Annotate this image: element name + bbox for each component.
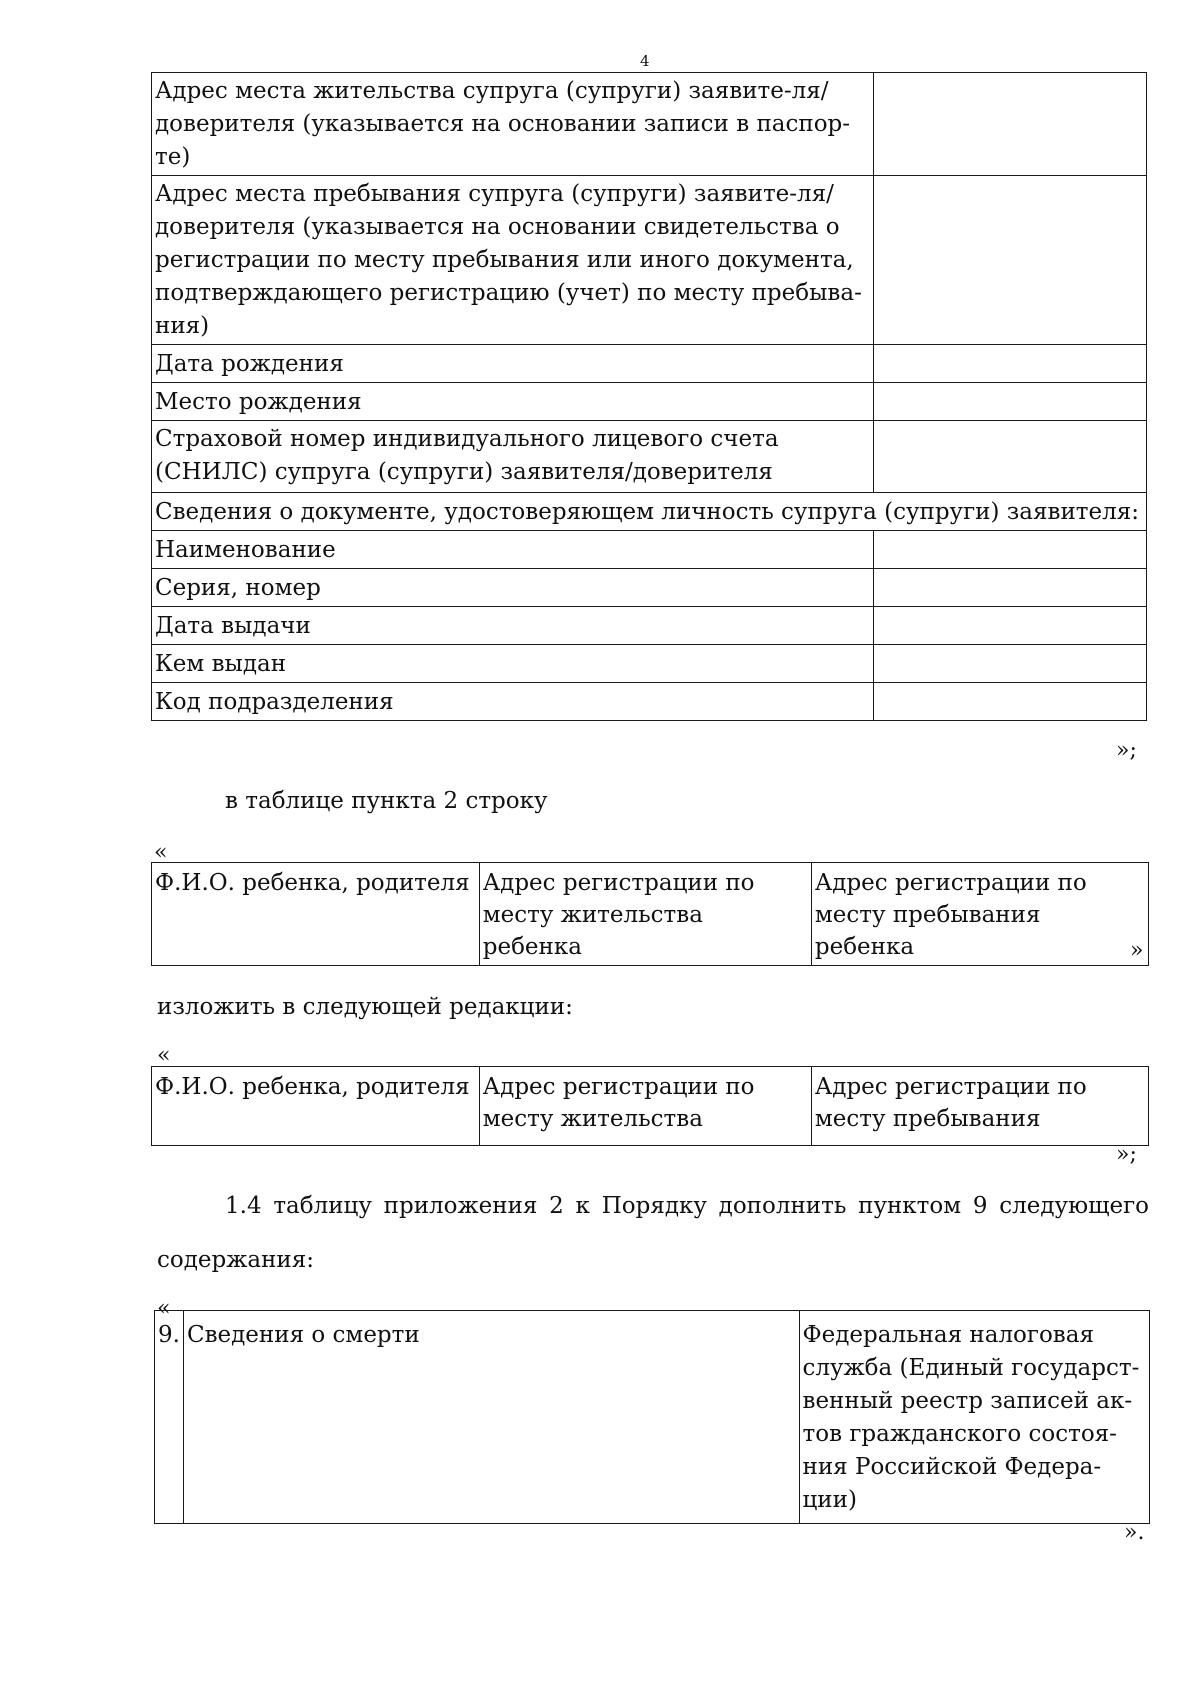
- row-label-doc-series-number: Серия, номер: [152, 569, 874, 607]
- close-quote: ».: [1124, 1520, 1145, 1545]
- cell-fio: Ф.И.О. ребенка, родителя: [152, 863, 480, 966]
- value-cell[interactable]: [873, 421, 1146, 493]
- row-label-doc-name: Наименование: [152, 531, 874, 569]
- table-row: [152, 421, 1147, 493]
- value-cell[interactable]: [873, 683, 1146, 721]
- open-quote: «: [157, 1043, 171, 1068]
- value-cell[interactable]: [873, 569, 1146, 607]
- open-quote: «: [154, 840, 168, 865]
- table-row: [152, 176, 1147, 345]
- table-row: [155, 1311, 1150, 1524]
- document-section-header: Сведения о документе, удостоверяющем личность супруга (супруги) заявителя:: [152, 493, 1147, 531]
- table-row: [152, 569, 1147, 607]
- value-cell[interactable]: [873, 645, 1146, 683]
- row-label-residence-address: Адрес места жительства супруга (супруги) заявите-ля/доверителя (указывается на основании записи в паспор-те): [152, 73, 874, 176]
- row-label-stay-address: Адрес места пребывания супруга (супруги) заявите-ля/доверителя (указывается на основании свидетельства о регистрации по месту пребывания или иного документа, подтверждающего регистрацию (учет) по месту пребыва-ния): [152, 176, 874, 345]
- value-cell[interactable]: [873, 73, 1146, 176]
- item9-table: [154, 1310, 1150, 1524]
- close-quote: »: [1130, 938, 1144, 963]
- table-row: [152, 645, 1147, 683]
- item-source: Федеральная налоговая служба (Единый государст-венный реестр записей ак-тов гражданского состоя-ния Российской Федера-ции): [799, 1311, 1150, 1524]
- old-row-table: [151, 862, 1149, 966]
- instruction-text: в таблице пункта 2 строку: [225, 788, 548, 814]
- page-number: 4: [640, 52, 650, 70]
- value-cell[interactable]: [873, 345, 1146, 383]
- cell-stay-address: Адрес регистрации по месту пребывания: [811, 1067, 1148, 1146]
- table-row: [152, 383, 1147, 421]
- table-row: [152, 73, 1147, 176]
- value-cell[interactable]: [873, 383, 1146, 421]
- cell-residence-address: Адрес регистрации по месту жительства ребенка: [479, 863, 811, 966]
- instruction-text: изложить в следующей редакции:: [157, 994, 573, 1020]
- table-row: [152, 1067, 1149, 1146]
- row-label-snils: Страховой номер индивидуального лицевого счета (СНИЛС) супруга (супруги) заявителя/доверителя: [152, 421, 874, 493]
- open-quote: «: [157, 1296, 171, 1321]
- paragraph-1-4-line2: содержания:: [157, 1247, 315, 1273]
- value-cell[interactable]: [873, 176, 1146, 345]
- cell-stay-address: Адрес регистрации по месту пребывания ребенка: [811, 863, 1148, 966]
- item-number: 9.: [155, 1311, 184, 1524]
- cell-fio: Ф.И.О. ребенка, родителя: [152, 1067, 480, 1146]
- cell-residence-address: Адрес регистрации по месту жительства: [479, 1067, 811, 1146]
- spouse-info-table: [151, 72, 1147, 721]
- row-label-birth-date: Дата рождения: [152, 345, 874, 383]
- table-row: [152, 493, 1147, 531]
- paragraph-1-4-line1: 1.4 таблицу приложения 2 к Порядку дополнить пунктом 9 следующего: [225, 1193, 1149, 1219]
- value-cell[interactable]: [873, 607, 1146, 645]
- row-label-doc-issued-by: Кем выдан: [152, 645, 874, 683]
- close-quote: »;: [1116, 1142, 1137, 1167]
- table-row: [152, 607, 1147, 645]
- table-row: [152, 531, 1147, 569]
- table-row: [152, 863, 1149, 966]
- row-label-birth-place: Место рождения: [152, 383, 874, 421]
- table-row: [152, 683, 1147, 721]
- row-label-doc-division-code: Код подразделения: [152, 683, 874, 721]
- table-row: [152, 345, 1147, 383]
- item-name: Сведения о смерти: [183, 1311, 799, 1524]
- value-cell[interactable]: [873, 531, 1146, 569]
- row-label-doc-issue-date: Дата выдачи: [152, 607, 874, 645]
- new-row-table: [151, 1066, 1149, 1146]
- close-quote: »;: [1116, 738, 1137, 763]
